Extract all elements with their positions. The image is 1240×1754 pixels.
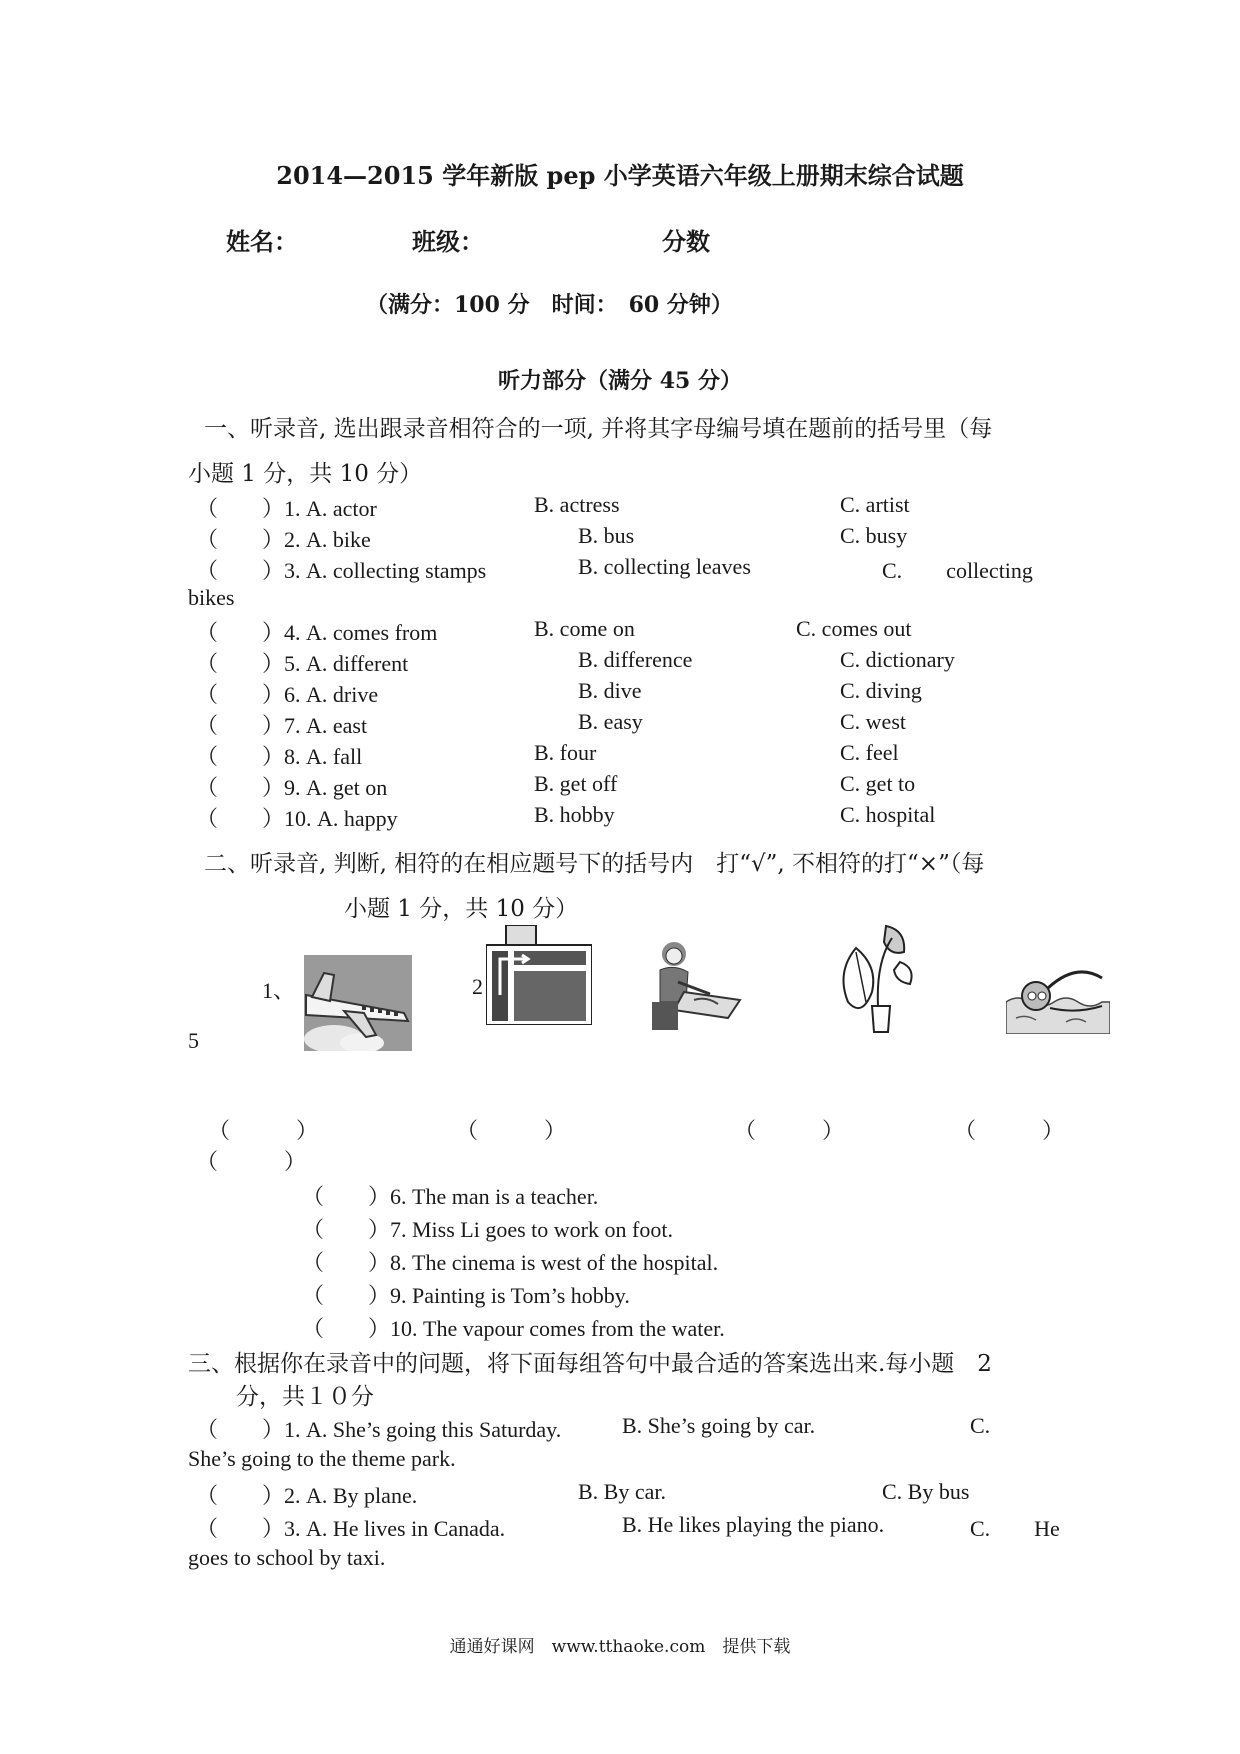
question-6-option-c: C. diving [840, 678, 922, 703]
question-5-option-a: （ ）5. A. different [196, 651, 409, 676]
exam-title: 2014—2015 学年新版 pep 小学英语六年级上册期末综合试题 [276, 161, 964, 190]
question-2-option-a: （ ）2. A. bike [196, 527, 371, 552]
picture-number-5: 5 [188, 1028, 199, 1053]
question-8-option-c: C. feel [840, 740, 899, 765]
map-picture [486, 925, 592, 1025]
statement-10: （ ）10. The vapour comes from the water. [302, 1316, 725, 1341]
statement-7: （ ）7. Miss Li goes to work on foot. [302, 1217, 673, 1242]
question-4-option-c: C. comes out [796, 616, 912, 641]
question-4-option-a: （ ）4. A. comes from [196, 620, 438, 645]
name-label: 姓名： [226, 227, 298, 256]
question-10-option-a: （ ）10. A. happy [196, 806, 398, 831]
q3-1-option-a: （ ）1. A. She’s going this Saturday. [196, 1417, 562, 1442]
question-7-option-c: C. west [840, 709, 906, 734]
q3-2-option-a: （ ）2. A. By plane. [196, 1483, 418, 1508]
swimmer-picture [1006, 958, 1110, 1034]
question-9-option-a: （ ）9. A. get on [196, 775, 388, 800]
q3-1-option-b: B. She’s going by car. [622, 1413, 816, 1438]
statement-8: （ ）8. The cinema is west of the hospital. [302, 1250, 719, 1275]
question-1-option-a: （ ）1. A. actor [196, 496, 377, 521]
question-1-option-c: C. artist [840, 492, 910, 517]
airplane-picture [304, 955, 412, 1051]
answer-blank-2[interactable]: （ ） [456, 1118, 567, 1143]
section1-instruction-line2: 小题 1 分，共 10 分） [188, 461, 423, 487]
q3-2-option-b: B. By car. [578, 1479, 666, 1504]
q3-1-option-c: C. [970, 1413, 991, 1438]
statement-6: （ ）6. The man is a teacher. [302, 1184, 599, 1209]
q3-3-option-c: C. He [970, 1516, 1060, 1541]
question-5-option-b: B. difference [578, 647, 693, 672]
listening-part-heading: 听力部分（满分 45 分） [498, 368, 742, 394]
answer-blank-3[interactable]: （ ） [734, 1118, 845, 1143]
question-6-option-b: B. dive [578, 678, 642, 703]
question-7-option-b: B. easy [578, 709, 643, 734]
score-time-line: （满分：100 分 时间： 60 分钟） [366, 292, 733, 318]
answer-blank-5[interactable]: （ ） [196, 1149, 307, 1174]
question-1-option-b: B. actress [534, 492, 620, 517]
question-10-option-c: C. hospital [840, 802, 936, 827]
question-3-option-b: B. collecting leaves [578, 554, 751, 579]
section3-instruction-line1: 三、根据你在录音中的问题，将下面每组答句中最合适的答案选出来.每小题 2 [188, 1351, 992, 1377]
question-6-option-a: （ ）6. A. drive [196, 682, 379, 707]
question-3-option-c: C. collecting [882, 558, 1033, 583]
question-10-option-b: B. hobby [534, 802, 615, 827]
question-3-option-a: （ ）3. A. collecting stamps [196, 558, 487, 583]
painting-girl-picture [648, 938, 742, 1032]
picture-number-1: 1、 [262, 978, 296, 1003]
q3-3-option-b: B. He likes playing the piano. [622, 1512, 885, 1537]
q3-3-option-c-cont: goes to school by taxi. [188, 1545, 386, 1570]
q3-3-option-a: （ ）3. A. He lives in Canada. [196, 1516, 506, 1541]
question-5-option-c: C. dictionary [840, 647, 955, 672]
question-7-option-a: （ ）7. A. east [196, 713, 368, 738]
question-3-option-c-cont: bikes [188, 585, 235, 610]
class-label: 班级： [412, 227, 484, 256]
picture-number-2: 2 [472, 974, 483, 999]
plant-vase-picture [826, 922, 920, 1034]
question-2-option-c: C. busy [840, 523, 908, 548]
score-label: 分数 [662, 227, 710, 256]
section2-instruction-line1: 二、听录音, 判断, 相符的在相应题号下的括号内 打“√”, 不相符的打“×”（每 [204, 851, 985, 877]
answer-blank-4[interactable]: （ ） [954, 1118, 1065, 1143]
statement-9: （ ）9. Painting is Tom’s hobby. [302, 1283, 630, 1308]
question-4-option-b: B. come on [534, 616, 635, 641]
question-9-option-b: B. get off [534, 771, 618, 796]
question-2-option-b: B. bus [578, 523, 635, 548]
question-8-option-b: B. four [534, 740, 597, 765]
question-8-option-a: （ ）8. A. fall [196, 744, 363, 769]
section3-instruction-line2: 分，共１０分 [236, 1384, 374, 1410]
section1-instruction-line1: 一、听录音, 选出跟录音相符合的一项, 并将其字母编号填在题前的括号里（每 [204, 416, 993, 442]
q3-1-option-c-cont: She’s going to the theme park. [188, 1446, 456, 1471]
q3-2-option-c: C. By bus [882, 1479, 970, 1504]
question-9-option-c: C. get to [840, 771, 916, 796]
answer-blank-1[interactable]: （ ） [208, 1118, 319, 1143]
footer-source: 通通好课网 www.tthaoke.com 提供下载 [449, 1637, 791, 1657]
section2-instruction-line2: 小题 1 分，共 10 分） [344, 896, 579, 922]
